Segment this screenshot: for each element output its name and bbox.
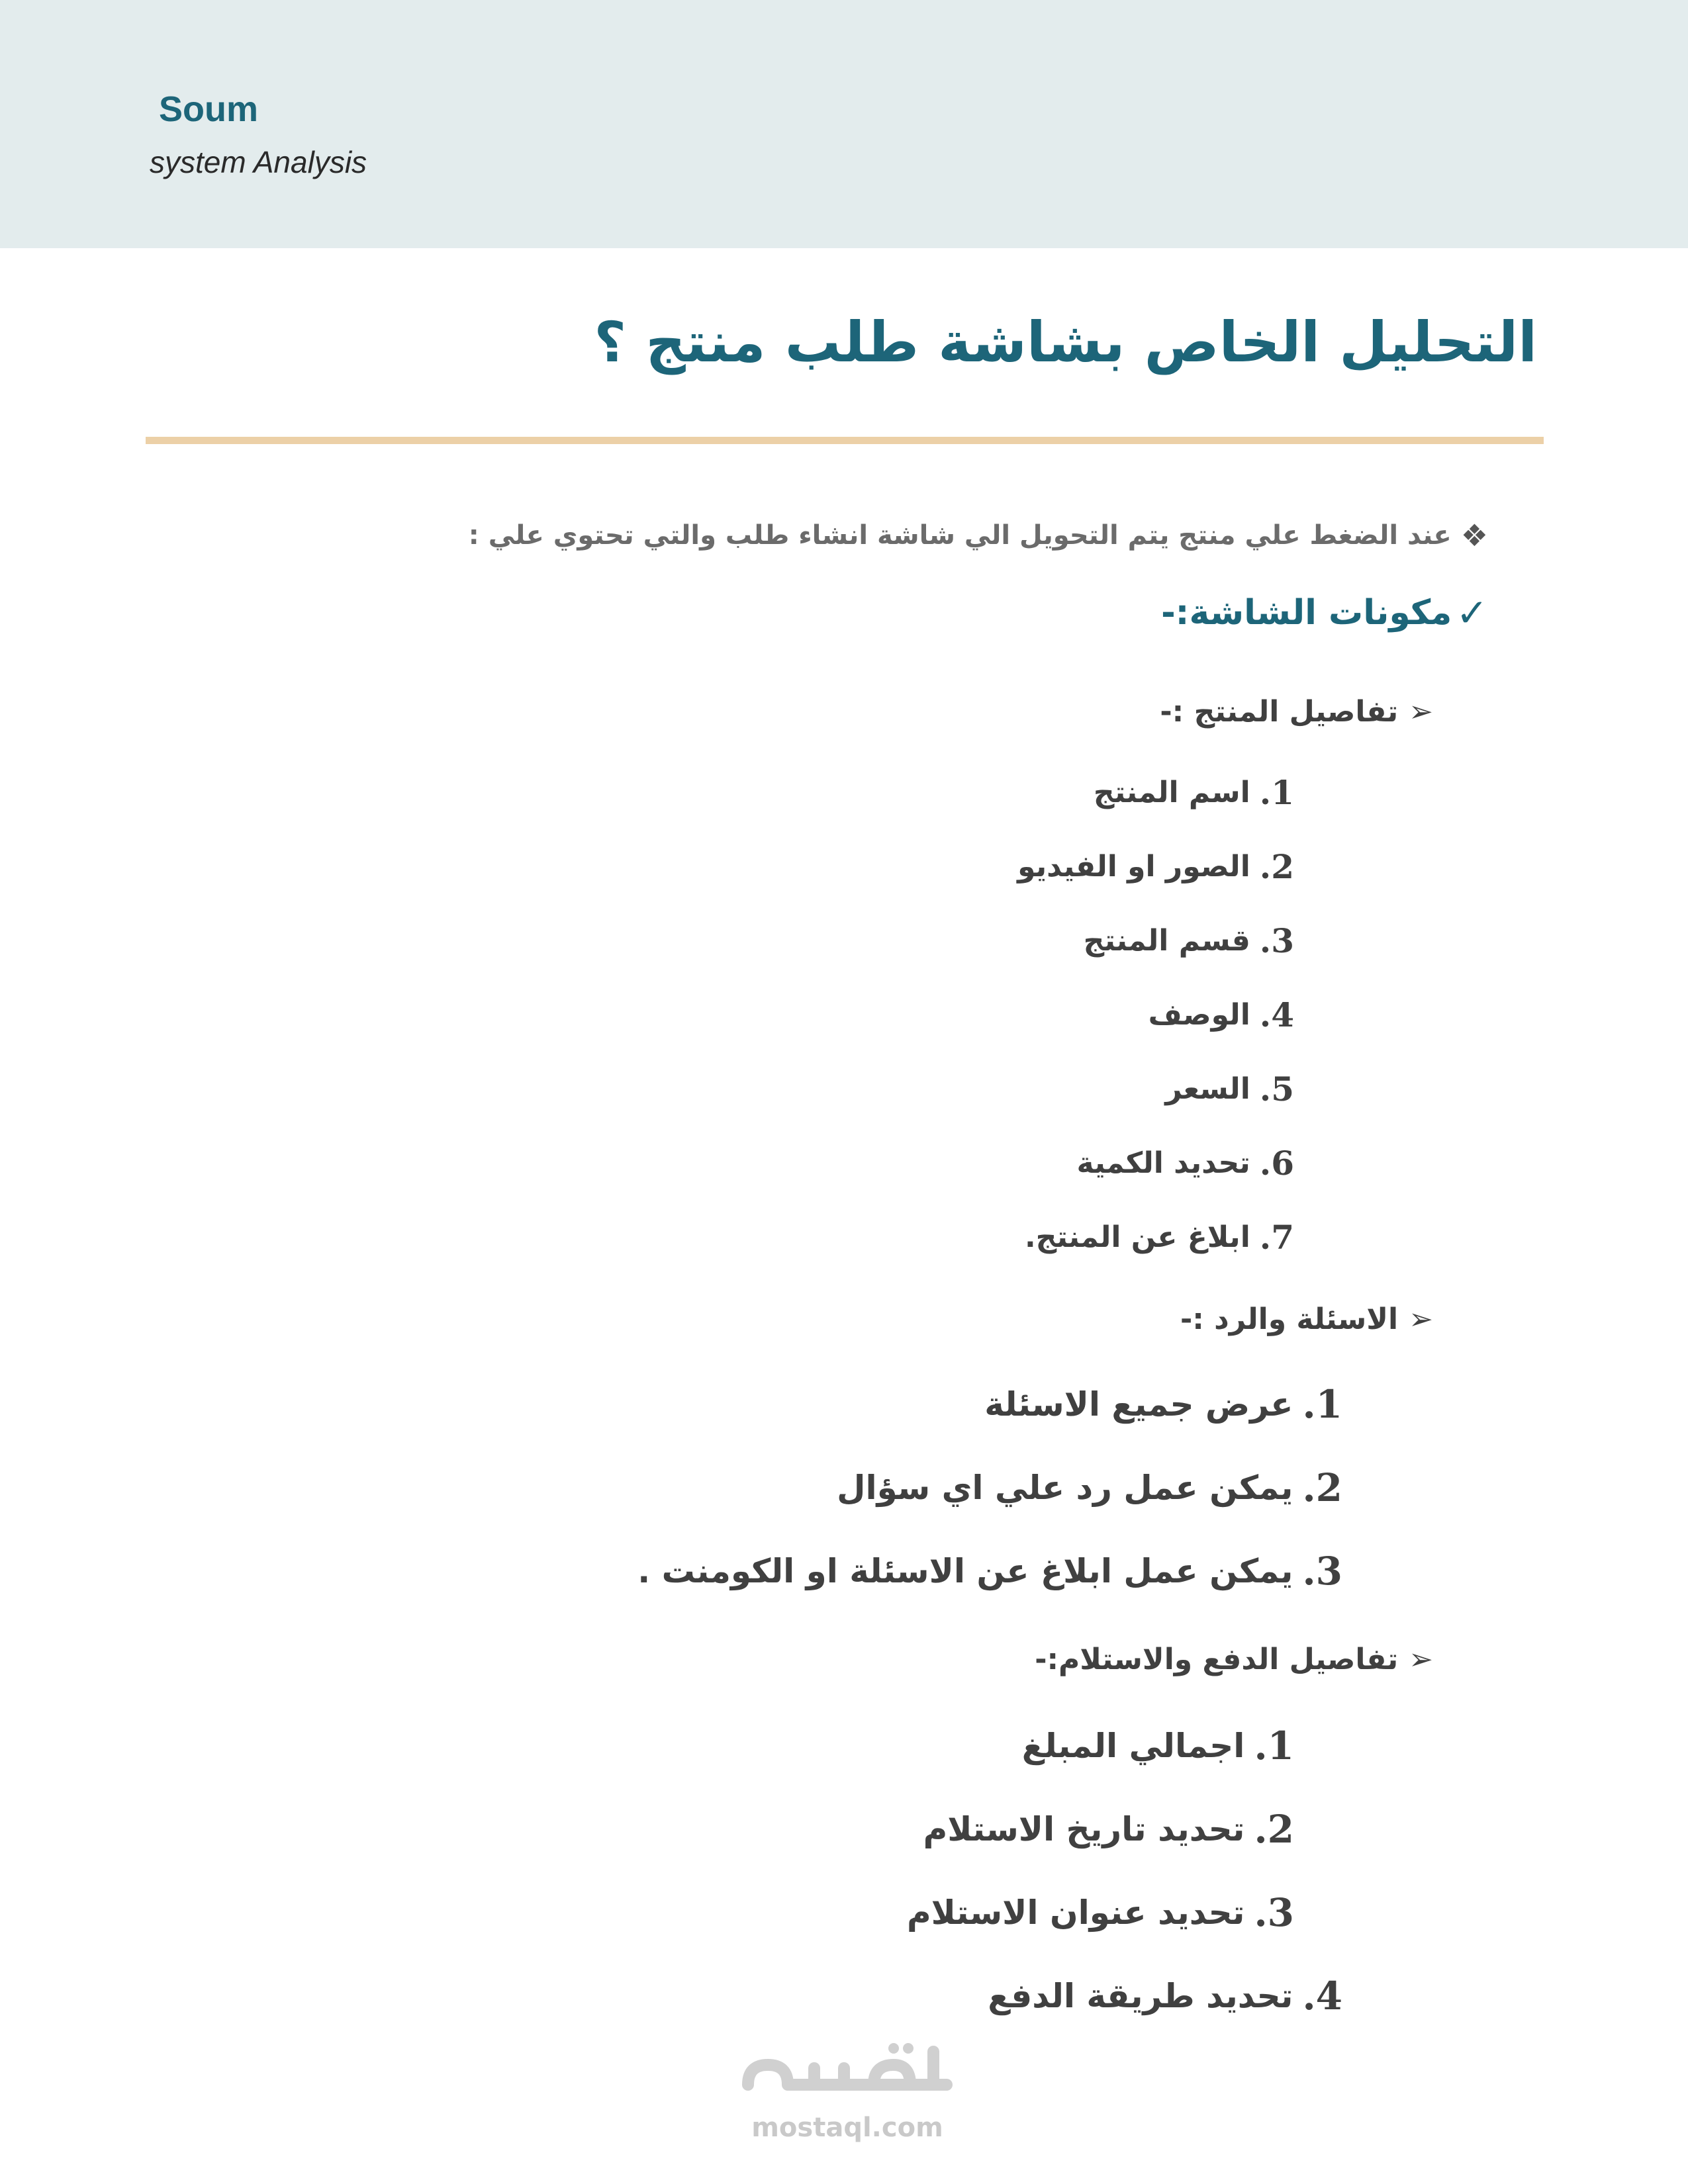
item-number: 3. (1254, 1890, 1294, 1935)
list-item (637, 1549, 1342, 1594)
list-item (984, 1382, 1342, 1427)
list-item (1165, 1069, 1294, 1109)
components-heading-text: مكونات الشاشة:- (1161, 593, 1452, 633)
arrow-icon: ➢ (1409, 1643, 1433, 1676)
list-item (988, 1974, 1342, 2019)
title-divider (146, 437, 1544, 444)
list-item (1025, 1218, 1294, 1257)
list-item (923, 1807, 1294, 1852)
arrow-icon: ➢ (1409, 695, 1433, 729)
intro-line (469, 518, 1488, 553)
page-title: التحليل الخاص بشاشة طلب منتج ؟ (594, 310, 1537, 375)
item-label: يمكن عمل ابلاغ عن الاسئلة او الكومنت . (637, 1552, 1293, 1590)
section-heading-questions (1180, 1302, 1433, 1336)
components-heading (1161, 590, 1488, 635)
item-number: 4. (1259, 995, 1294, 1034)
intro-text: عند الضغط علي منتج يتم التحويل الي شاشة انشاء طلب والتي تحتوي علي : (468, 520, 1452, 551)
list-item (1149, 995, 1294, 1034)
section-heading-product (1160, 695, 1433, 729)
check-icon: ✓ (1456, 590, 1488, 635)
item-label: ابلاغ عن المنتج. (1024, 1220, 1250, 1254)
header-band (0, 0, 1688, 248)
section-heading-text: تفاصيل الدفع والاستلام:- (1035, 1643, 1399, 1676)
document-subtitle: system Analysis (150, 145, 367, 179)
item-label: الصور او الفيديو (1017, 850, 1250, 884)
item-number: 1. (1254, 1723, 1294, 1768)
item-label: عرض جميع الاسئلة (984, 1385, 1293, 1424)
item-number: 1. (1302, 1382, 1342, 1427)
item-label: اجمالي المبلغ (1021, 1727, 1245, 1765)
watermark-text: mostaql.com (751, 2113, 943, 2143)
item-label: تحديد الكمية (1076, 1146, 1250, 1180)
list-item (837, 1465, 1342, 1510)
list-item (1084, 921, 1294, 960)
list-item (1022, 1723, 1294, 1768)
item-number: 3. (1302, 1549, 1342, 1594)
item-label: يمكن عمل رد علي اي سؤال (837, 1469, 1293, 1507)
diamond-cluster-icon: ❖ (1460, 518, 1488, 553)
item-number: 2. (1254, 1807, 1294, 1852)
item-label: قسم المنتج (1083, 924, 1250, 958)
item-label: اسم المنتج (1093, 776, 1250, 809)
item-number: 1. (1259, 773, 1294, 812)
item-number: 7. (1259, 1218, 1294, 1257)
item-number: 3. (1259, 921, 1294, 960)
brand-name: Soum (159, 89, 259, 129)
item-label: السعر (1165, 1072, 1250, 1106)
arrow-icon: ➢ (1409, 1302, 1433, 1336)
item-label: تحديد تاريخ الاستلام (923, 1810, 1245, 1848)
watermark (735, 2038, 960, 2143)
section-heading-text: الاسئلة والرد :- (1180, 1302, 1399, 1336)
item-label: تحديد عنوان الاستلام (906, 1893, 1245, 1932)
list-item (907, 1890, 1294, 1935)
item-number: 6. (1259, 1144, 1294, 1183)
item-number: 2. (1302, 1465, 1342, 1510)
item-label: تحديد طريقة الدفع (988, 1977, 1293, 2015)
section-heading-payment (1035, 1643, 1433, 1676)
mostaql-logo-icon (735, 2038, 960, 2105)
item-label: الوصف (1148, 998, 1250, 1032)
item-number: 2. (1259, 847, 1294, 886)
list-item (1094, 773, 1294, 812)
item-number: 4. (1302, 1974, 1342, 2019)
list-item (1077, 1144, 1294, 1183)
list-item (1017, 847, 1294, 886)
section-heading-text: تفاصيل المنتج :- (1160, 695, 1399, 729)
item-number: 5. (1259, 1069, 1294, 1109)
